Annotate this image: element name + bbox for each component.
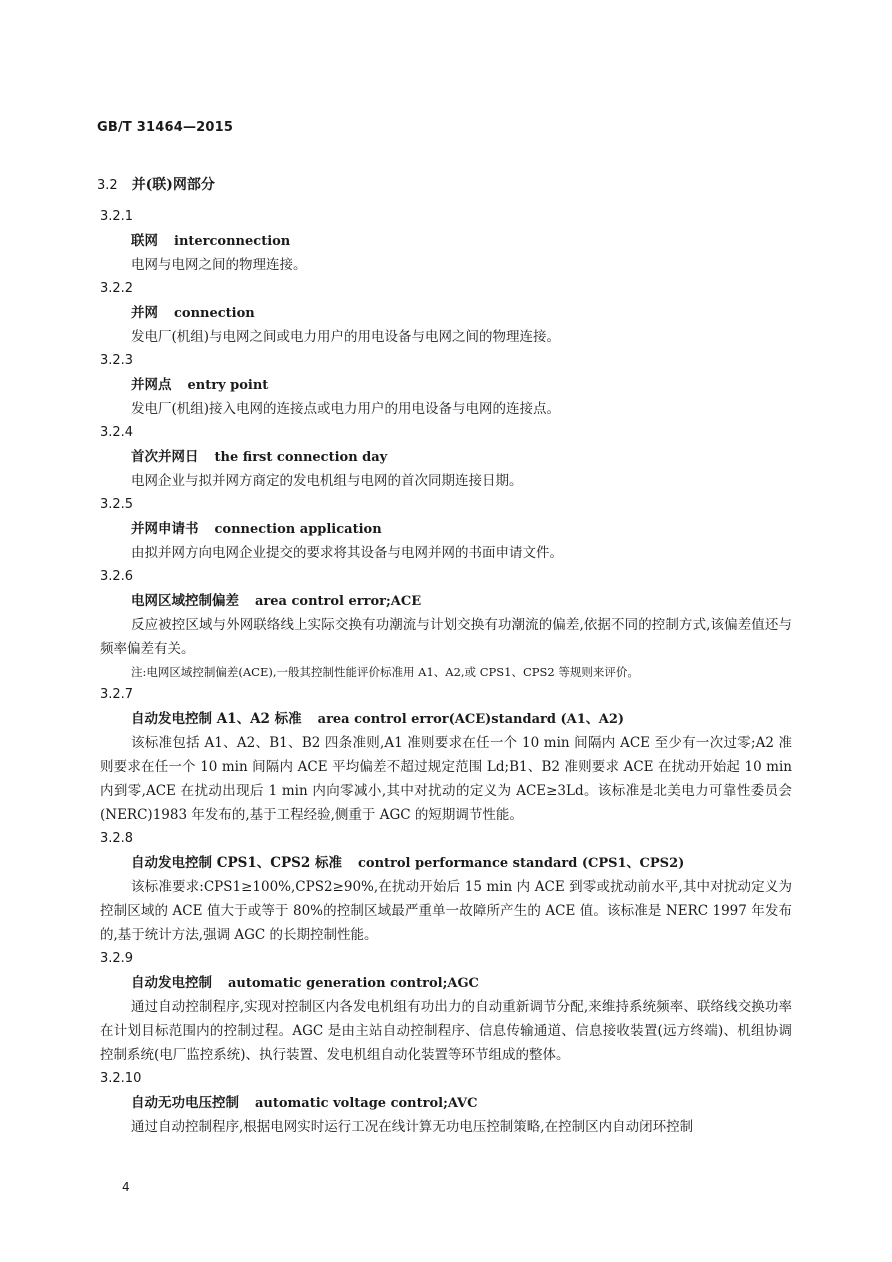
term-definition: 该标准要求:CPS1≥100%,CPS2≥90%,在扰动开始后 15 min 内 ACE 到零或扰动前水平,其中对扰动定义为控制区域的 ACE 值大于或等于 80%的控制区域最严重单一故障所产生的 ACE 值。该标准是 NERC 1997 年发布的,基于统计方法,强调 AGC 的长期控制性能。 [100,879,792,943]
term-entry [0,277,892,349]
term-number: 3.2.1 [100,209,134,224]
term-number: 3.2.7 [100,687,134,702]
term-definition: 该标准包括 A1、A2、B1、B2 四条准则,A1 准则要求在任一个 10 min 间隔内 ACE 至少有一次过零;A2 准则要求在任一个 10 min 间隔内 ACE 平均偏差不超过规定范围 Ld;B1、B2 准则要求 ACE 在扰动开始起 10 min 内到零,ACE 在扰动出现后 1 min 内向零减小,其中对扰动的定义为 ACE≥3Ld。该标准是北美电力可靠性委员会(NERC)1983 年发布的,基于工程经验,侧重于 AGC 的短期调节性能。 [100,735,792,823]
term-number: 3.2.5 [100,497,134,512]
term-heading [131,707,892,731]
term-note: 注:电网区域控制偏差(ACE),一般其控制性能评价标准用 A1、A2,或 CPS1、CPS2 等规则来评价。 [131,665,639,679]
term-entry [0,421,892,493]
term-number: 3.2.3 [100,353,134,368]
term-heading [131,971,892,995]
term-chinese: 并网申请书 [131,521,199,537]
term-english: connection application [214,522,382,537]
term-heading [131,589,892,613]
term-number: 3.2.10 [100,1071,142,1086]
term-english: area control error(ACE)standard (A1、A2) [317,712,625,727]
term-number: 3.2.6 [100,569,134,584]
term-entry [0,349,892,421]
page-number: 4 [122,1180,130,1194]
term-chinese: 自动发电控制 CPS1、CPS2 标准 [131,855,342,871]
term-english: the first connection day [214,450,388,465]
term-entry [0,1067,892,1139]
term-heading [131,445,892,469]
term-english: automatic voltage control;AVC [255,1096,478,1111]
term-definition: 发电厂(机组)与电网之间或电力用户的用电设备与电网之间的物理连接。 [131,329,561,345]
term-english: entry point [187,378,269,393]
term-definition: 发电厂(机组)接入电网的连接点或电力用户的用电设备与电网的连接点。 [131,401,561,417]
term-chinese: 自动发电控制 [131,975,212,991]
terms-list [0,205,892,1139]
term-entry [0,493,892,565]
term-chinese: 首次并网日 [131,449,199,465]
term-heading [131,373,892,397]
term-definition: 通过自动控制程序,根据电网实时运行工况在线计算无功电压控制策略,在控制区内自动闭环控制 [131,1119,694,1135]
term-chinese: 电网区域控制偏差 [131,593,239,609]
term-number: 3.2.2 [100,281,134,296]
term-definition: 由拟并网方向电网企业提交的要求将其设备与电网并网的书面申请文件。 [131,545,563,561]
term-english: automatic generation control;AGC [228,976,479,991]
term-english: interconnection [174,234,291,249]
term-chinese: 并网 [131,305,158,321]
term-heading [131,851,892,875]
term-definition: 电网企业与拟并网方商定的发电机组与电网的首次同期连接日期。 [131,473,523,489]
term-entry [0,947,892,1067]
term-entry [0,683,892,827]
term-chinese: 自动无功电压控制 [131,1095,239,1111]
term-number: 3.2.4 [100,425,134,440]
term-heading [131,1091,892,1115]
term-entry [0,565,892,683]
section-title: 并(联)网部分 [131,177,215,193]
term-entry [0,205,892,277]
term-english: connection [174,306,255,321]
term-entry [0,827,892,947]
term-english: area control error;ACE [255,594,422,609]
term-english: control performance standard (CPS1、CPS2) [357,856,685,871]
term-chinese: 自动发电控制 A1、A2 标准 [131,711,302,727]
term-number: 3.2.9 [100,951,134,966]
standard-code: GB/T 31464—2015 [97,120,234,135]
section-number: 3.2 [97,178,118,193]
term-chinese: 并网点 [131,377,172,393]
term-number: 3.2.8 [100,831,134,846]
section-heading [97,174,215,194]
term-heading [131,229,892,253]
term-chinese: 联网 [131,233,158,249]
term-definition: 通过自动控制程序,实现对控制区内各发电机组有功出力的自动重新调节分配,来维持系统频率、联络线交换功率在计划目标范围内的控制过程。AGC 是由主站自动控制程序、信息传输通道、信息接收装置(远方终端)、机组协调控制系统(电厂监控系统)、执行装置、发电机组自动化装置等环节组成的整体。 [100,999,792,1063]
term-heading [131,301,892,325]
term-definition: 电网与电网之间的物理连接。 [131,257,307,273]
term-heading [131,517,892,541]
term-definition: 反应被控区域与外网联络线上实际交换有功潮流与计划交换有功潮流的偏差,依据不同的控制方式,该偏差值还与频率偏差有关。 [100,617,792,657]
